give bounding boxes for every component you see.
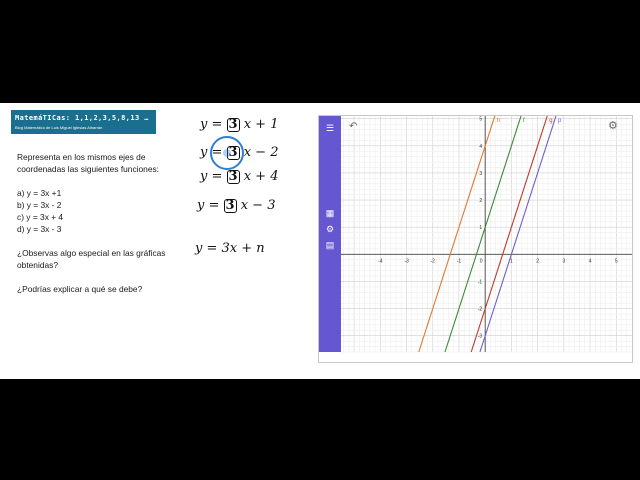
graphing-canvas[interactable]	[319, 116, 632, 362]
function-label-f: f	[523, 118, 525, 124]
video-frame	[0, 103, 640, 379]
algebra-sidebar[interactable]	[319, 116, 341, 352]
blog-subtitle: Blog Matemático de Luis Miguel Iglesias Albarrán	[15, 125, 103, 130]
menu-icon[interactable]: ☰	[325, 123, 335, 133]
y-tick-label: 2	[479, 198, 483, 205]
y-tick-label: 3	[479, 170, 483, 177]
y-tick-label: -3	[477, 333, 483, 340]
x-tick-label: 2	[536, 258, 540, 265]
function-item-a: a) y = 3x +1	[17, 188, 62, 198]
x-tick-label: -2	[430, 258, 435, 265]
undo-icon[interactable]: ↶	[349, 121, 358, 132]
handwritten-eq-2: y = 3 x − 2	[200, 145, 279, 160]
x-tick-label: 4	[588, 258, 592, 265]
question-1: ¿Observas algo especial en las gráficas obtenidas?	[17, 248, 166, 270]
x-tick-label: 3	[562, 258, 566, 265]
handwritten-eq-4: y = 3 x − 3	[197, 198, 276, 213]
pen-cursor-highlight	[210, 136, 244, 170]
x-tick-label: -1	[456, 258, 462, 265]
slope-box: 3	[225, 198, 235, 213]
function-item-d: d) y = 3x - 3	[17, 224, 62, 234]
gear-icon[interactable]: ⚙	[608, 120, 618, 132]
slope-box: 3	[228, 117, 238, 132]
function-item-c: c) y = 3x + 4	[17, 212, 64, 222]
slope-box: 3	[228, 169, 238, 184]
question-2: ¿Podrías explicar a qué se debe?	[17, 284, 143, 294]
geogebra-applet[interactable]	[318, 115, 633, 363]
x-tick-label: 0	[479, 258, 483, 265]
handwritten-eq-3: y = 3 x + 4	[200, 169, 279, 184]
y-tick-label: -1	[477, 279, 483, 286]
function-label-h: h	[496, 118, 501, 124]
y-tick-label: 1	[479, 225, 483, 232]
function-item-b: b) y = 3x - 2	[17, 200, 62, 210]
exercise-intro: Representa en los mismos ejes de coordenadas las siguientes funciones:	[17, 152, 160, 174]
calculator-icon[interactable]: ▦	[325, 208, 335, 218]
x-tick-label: 1	[510, 258, 513, 265]
x-tick-label: 5	[614, 258, 618, 265]
handwritten-eq-1: y = 3 x + 1	[200, 117, 279, 132]
x-tick-label: -3	[404, 258, 409, 265]
function-label-g: g	[549, 118, 553, 124]
x-tick-label: -4	[378, 258, 383, 265]
blog-banner	[11, 110, 156, 134]
slope-box: 3	[228, 145, 238, 160]
blog-title: MatemáTICas: 1,1,2,3,5,8,13 …	[15, 114, 149, 122]
exercise-text	[17, 151, 167, 295]
function-label-p: p	[557, 118, 562, 124]
tools-icon[interactable]: ⚙	[325, 224, 335, 234]
table-icon[interactable]: ▤	[325, 240, 335, 250]
handwritten-general-eq: y = 3x + n	[195, 241, 265, 256]
y-tick-label: 5	[479, 116, 483, 123]
y-tick-label: -2	[477, 306, 483, 313]
y-tick-label: 4	[479, 143, 483, 150]
